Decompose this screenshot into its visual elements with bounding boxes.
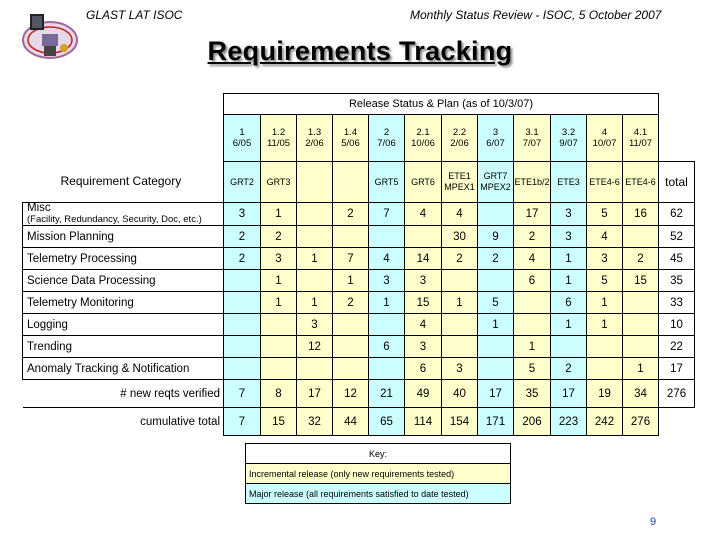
new-reqts-cell: 8 [261, 380, 297, 408]
release-number: 3.2 [561, 127, 576, 138]
release-code [297, 162, 333, 203]
value-cell: 1 [261, 203, 297, 226]
table-row [23, 270, 695, 292]
cumulative-cell: 242 [587, 408, 623, 436]
value-cell: 1 [551, 248, 587, 270]
blank-cell [659, 408, 695, 436]
release-date: 7/06 [377, 138, 396, 149]
value-cell: 15 [623, 270, 659, 292]
cumulative-row [23, 408, 695, 436]
new-reqts-total: 276 [659, 380, 695, 408]
new-reqts-cell: 40 [442, 380, 478, 408]
release-date: 9/07 [559, 138, 578, 149]
new-reqts-cell: 17 [297, 380, 333, 408]
category-label [23, 314, 224, 336]
release-number: 1.4 [343, 127, 358, 138]
value-cell: 14 [405, 248, 442, 270]
value-cell: 12 [297, 336, 333, 358]
value-cell: 3 [405, 270, 442, 292]
release-number: 1.3 [307, 127, 322, 138]
release-header [224, 115, 261, 162]
release-number: 1.2 [271, 127, 286, 138]
cumulative-cell: 65 [369, 408, 405, 436]
key-major: Major release (all requirements satisfied to date tested) [246, 484, 511, 504]
value-cell: 4 [405, 203, 442, 226]
value-cell: 3 [442, 358, 478, 380]
category-label [23, 203, 224, 226]
release-number: 3.1 [525, 127, 539, 138]
value-cell: 1 [297, 292, 333, 314]
value-cell [261, 314, 297, 336]
release-header [333, 115, 369, 162]
release-date: 7/07 [522, 138, 542, 149]
total-cell: 33 [659, 292, 695, 314]
value-cell: 5 [587, 203, 623, 226]
release-code: ETE3 [551, 162, 587, 203]
value-cell: 5 [587, 270, 623, 292]
release-header [551, 115, 587, 162]
category-label [23, 270, 224, 292]
value-cell: 6 [551, 292, 587, 314]
value-cell: 3 [551, 226, 587, 248]
value-cell [224, 292, 261, 314]
value-cell [478, 270, 514, 292]
category-name: Mission Planning [27, 230, 114, 243]
value-cell [587, 336, 623, 358]
release-date: 10/07 [592, 138, 617, 149]
value-cell: 4 [405, 314, 442, 336]
value-cell [369, 314, 405, 336]
value-cell [224, 314, 261, 336]
release-header [297, 115, 333, 162]
total-cell: 22 [659, 336, 695, 358]
release-header [587, 115, 623, 162]
value-cell [514, 314, 551, 336]
category-sub: (Facility, Redundancy, Security, Doc, etc.) [27, 214, 202, 225]
table-row [23, 248, 695, 270]
release-row [23, 115, 695, 162]
value-cell: 6 [369, 336, 405, 358]
release-code: GRT5 [369, 162, 405, 203]
value-cell: 4 [514, 248, 551, 270]
category-name: Science Data Processing [27, 274, 156, 287]
value-cell: 2 [333, 203, 369, 226]
value-cell: 2 [333, 292, 369, 314]
release-code: ETE4-6 [623, 162, 659, 203]
value-cell: 1 [333, 270, 369, 292]
release-date: 5/06 [341, 138, 360, 149]
value-cell: 4 [587, 226, 623, 248]
release-date: 2/06 [305, 138, 324, 149]
value-cell [587, 358, 623, 380]
value-cell: 2 [514, 226, 551, 248]
new-reqts-cell: 21 [369, 380, 405, 408]
value-cell [297, 203, 333, 226]
key-incremental: Incremental release (only new requirements tested) [246, 464, 511, 484]
cumulative-cell: 114 [405, 408, 442, 436]
release-code: ETE1 MPEX1 [442, 162, 478, 203]
release-code: GRT6 [405, 162, 442, 203]
release-code [333, 162, 369, 203]
value-cell [405, 226, 442, 248]
category-label [23, 248, 224, 270]
key-title: Key: [246, 444, 511, 464]
value-cell: 5 [478, 292, 514, 314]
value-cell [333, 314, 369, 336]
release-header [478, 115, 514, 162]
cumulative-cell: 171 [478, 408, 514, 436]
value-cell: 7 [333, 248, 369, 270]
value-cell [623, 336, 659, 358]
cumulative-cell: 223 [551, 408, 587, 436]
value-cell [478, 336, 514, 358]
value-cell: 2 [478, 248, 514, 270]
cumulative-cell: 32 [297, 408, 333, 436]
value-cell: 1 [261, 292, 297, 314]
value-cell: 2 [224, 248, 261, 270]
value-cell: 16 [623, 203, 659, 226]
value-cell: 2 [442, 248, 478, 270]
value-cell: 6 [405, 358, 442, 380]
value-cell [224, 358, 261, 380]
category-label [23, 336, 224, 358]
release-date: 11/07 [628, 138, 653, 149]
value-cell: 4 [369, 248, 405, 270]
value-cell: 1 [297, 248, 333, 270]
value-cell [369, 226, 405, 248]
category-name: Trending [27, 340, 72, 353]
new-reqts-cell: 34 [623, 380, 659, 408]
new-reqts-cell: 7 [224, 380, 261, 408]
cumulative-cell: 15 [261, 408, 297, 436]
value-cell: 5 [514, 358, 551, 380]
value-cell [297, 270, 333, 292]
release-number: 2.1 [416, 127, 430, 138]
release-header [261, 115, 297, 162]
new-reqts-cell: 19 [587, 380, 623, 408]
value-cell [333, 226, 369, 248]
value-cell: 1 [514, 336, 551, 358]
code-row [23, 162, 695, 203]
value-cell: 1 [369, 292, 405, 314]
value-cell [369, 358, 405, 380]
status-heading-row [23, 94, 695, 115]
release-code: GRT2 [224, 162, 261, 203]
value-cell: 1 [478, 314, 514, 336]
page-number: 9 [650, 516, 657, 528]
value-cell: 3 [369, 270, 405, 292]
new-reqts-label: # new reqts verified [23, 380, 224, 408]
value-cell: 3 [551, 203, 587, 226]
category-name: Logging [27, 318, 68, 331]
blank-cell [659, 115, 695, 162]
table-row [23, 336, 695, 358]
release-code: ETE1b/2 [514, 162, 551, 203]
value-cell: 1 [442, 292, 478, 314]
cumulative-label: cumulative total [23, 408, 224, 436]
release-date: 2/06 [450, 138, 469, 149]
category-label [23, 226, 224, 248]
release-date: 11/05 [266, 138, 291, 149]
table-row [23, 358, 695, 380]
total-heading: total [659, 162, 695, 203]
requirements-table [22, 93, 695, 436]
value-cell: 2 [261, 226, 297, 248]
table-row [23, 226, 695, 248]
value-cell: 1 [261, 270, 297, 292]
value-cell: 2 [623, 248, 659, 270]
release-header [623, 115, 659, 162]
category-name: Misc [27, 202, 51, 214]
value-cell: 3 [297, 314, 333, 336]
release-header [442, 115, 478, 162]
new-reqts-cell: 49 [405, 380, 442, 408]
release-date: 6/07 [486, 138, 505, 149]
release-date: 10/06 [411, 138, 435, 149]
release-number: 3 [492, 127, 499, 138]
value-cell [478, 203, 514, 226]
category-heading: Requirement Category [23, 162, 224, 203]
total-cell: 45 [659, 248, 695, 270]
page-title: Requirements Tracking [207, 36, 513, 66]
value-cell [623, 292, 659, 314]
value-cell: 30 [442, 226, 478, 248]
value-cell: 3 [587, 248, 623, 270]
table-row [23, 203, 695, 226]
release-number: 4.1 [633, 127, 648, 138]
value-cell [442, 336, 478, 358]
value-cell: 15 [405, 292, 442, 314]
value-cell [478, 358, 514, 380]
header-right: Monthly Status Review - ISOC, 5 October 2007 [410, 8, 662, 22]
table-row [23, 292, 695, 314]
value-cell: 1 [551, 314, 587, 336]
value-cell: 17 [514, 203, 551, 226]
value-cell [333, 336, 369, 358]
table-row [23, 314, 695, 336]
new-reqts-cell: 35 [514, 380, 551, 408]
release-number: 2.2 [452, 127, 467, 138]
value-cell [623, 314, 659, 336]
value-cell: 3 [405, 336, 442, 358]
total-cell: 17 [659, 358, 695, 380]
total-cell: 35 [659, 270, 695, 292]
value-cell: 1 [587, 314, 623, 336]
blank-cell [659, 94, 695, 115]
cumulative-cell: 276 [623, 408, 659, 436]
value-cell [623, 226, 659, 248]
release-header [369, 115, 405, 162]
category-name: Anomaly Tracking & Notification [27, 362, 190, 375]
value-cell [333, 358, 369, 380]
total-cell: 62 [659, 203, 695, 226]
value-cell: 9 [478, 226, 514, 248]
release-date: 6/05 [232, 138, 252, 149]
blank-cell [23, 94, 224, 115]
value-cell: 1 [587, 292, 623, 314]
value-cell: 2 [224, 226, 261, 248]
status-heading: Release Status & Plan (as of 10/3/07) [224, 94, 659, 115]
cumulative-cell: 154 [442, 408, 478, 436]
release-code: GRT3 [261, 162, 297, 203]
value-cell [261, 358, 297, 380]
value-cell [442, 314, 478, 336]
value-cell: 7 [369, 203, 405, 226]
value-cell: 2 [551, 358, 587, 380]
value-cell [551, 336, 587, 358]
value-cell: 1 [623, 358, 659, 380]
cumulative-cell: 44 [333, 408, 369, 436]
category-name: Telemetry Processing [27, 252, 137, 265]
release-number: 2 [383, 127, 390, 138]
value-cell [297, 358, 333, 380]
value-cell: 6 [514, 270, 551, 292]
blank-cell [23, 115, 224, 162]
value-cell [224, 336, 261, 358]
value-cell: 3 [261, 248, 297, 270]
release-code: ETE4-6 [587, 162, 623, 203]
value-cell [224, 270, 261, 292]
release-header [405, 115, 442, 162]
new-reqts-row [23, 380, 695, 408]
total-cell: 52 [659, 226, 695, 248]
release-number: 4 [601, 127, 608, 138]
release-number: 1 [239, 127, 245, 138]
value-cell: 1 [551, 270, 587, 292]
category-name: Telemetry Monitoring [27, 296, 134, 309]
category-label [23, 292, 224, 314]
category-label [23, 358, 224, 380]
new-reqts-cell: 12 [333, 380, 369, 408]
value-cell [297, 226, 333, 248]
cumulative-cell: 7 [224, 408, 261, 436]
value-cell: 4 [442, 203, 478, 226]
total-cell: 10 [659, 314, 695, 336]
value-cell [514, 292, 551, 314]
release-header [514, 115, 551, 162]
cumulative-cell: 206 [514, 408, 551, 436]
value-cell [261, 336, 297, 358]
value-cell: 3 [224, 203, 261, 226]
release-code: GRT7 MPEX2 [478, 162, 514, 203]
new-reqts-cell: 17 [478, 380, 514, 408]
new-reqts-cell: 17 [551, 380, 587, 408]
legend-key [245, 443, 511, 504]
header-left: GLAST LAT ISOC [86, 8, 183, 22]
value-cell [442, 270, 478, 292]
